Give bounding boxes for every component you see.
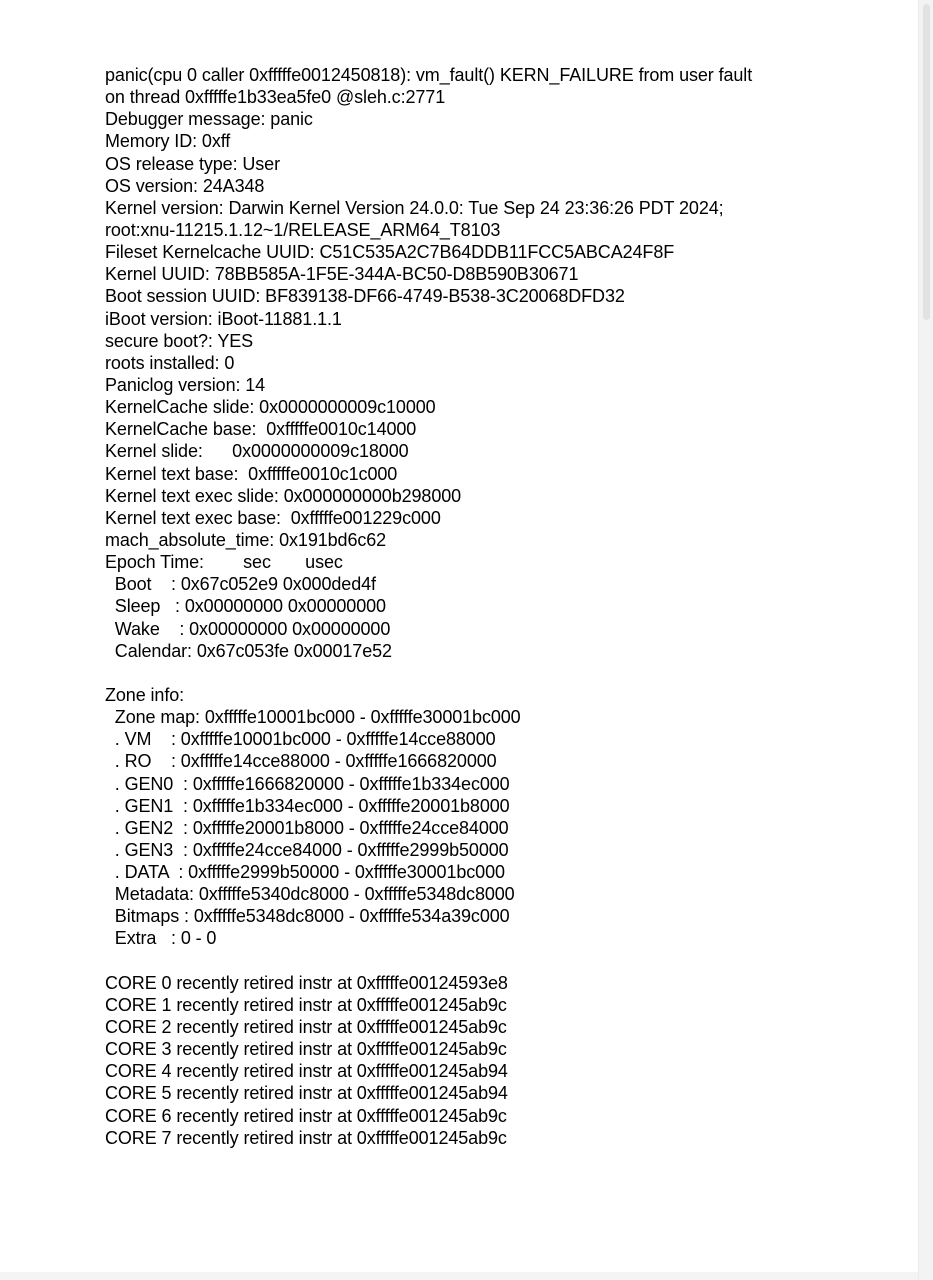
log-line: . GEN0 : 0xfffffe1666820000 - 0xfffffe1b334ec000	[105, 773, 510, 794]
log-line: Wake : 0x00000000 0x00000000	[105, 618, 391, 639]
log-line: Debugger message: panic	[105, 109, 313, 130]
log-line: Kernel text exec slide: 0x000000000b298000	[105, 485, 462, 506]
log-line: root:xnu-11215.1.12~1/RELEASE_ARM64_T8103	[105, 219, 501, 240]
log-line: KernelCache slide: 0x0000000009c10000	[105, 397, 436, 418]
log-line: . RO : 0xfffffe14cce88000 - 0xfffffe1666820000	[105, 751, 497, 772]
log-line: CORE 1 recently retired instr at 0xfffffe001245ab9c	[105, 994, 507, 1015]
log-line: CORE 4 recently retired instr at 0xfffffe001245ab94	[105, 1061, 508, 1082]
log-line: Boot : 0x67c052e9 0x000ded4f	[105, 574, 376, 595]
log-line: CORE 3 recently retired instr at 0xfffffe001245ab9c	[105, 1039, 507, 1060]
log-line: Memory ID: 0xff	[105, 131, 231, 152]
log-line: Sleep : 0x00000000 0x00000000	[105, 596, 386, 617]
log-line: OS release type: User	[105, 153, 280, 174]
log-line: Boot session UUID: BF839138-DF66-4749-B538-3C20068DFD32	[105, 286, 625, 307]
log-line: Kernel text base: 0xfffffe0010c1c000	[105, 463, 398, 484]
log-line: Epoch Time: sec usec	[105, 552, 343, 573]
log-line: . GEN1 : 0xfffffe1b334ec000 - 0xfffffe20001b8000	[105, 795, 510, 816]
log-line: roots installed: 0	[105, 352, 235, 373]
log-line: panic(cpu 0 caller 0xfffffe0012450818): vm_fault() KERN_FAILURE from user fault	[105, 65, 753, 85]
log-line: CORE 2 recently retired instr at 0xfffffe001245ab9c	[105, 1017, 507, 1038]
log-line: Kernel version: Darwin Kernel Version 24.0.0: Tue Sep 24 23:36:26 PDT 2024;	[105, 197, 724, 218]
log-line: iBoot version: iBoot-11881.1.1	[105, 308, 342, 329]
log-line: Kernel text exec base: 0xfffffe001229c000	[105, 507, 441, 528]
log-line: Zone info:	[105, 684, 185, 705]
log-line: CORE 7 recently retired instr at 0xfffffe001245ab9c	[105, 1127, 507, 1148]
log-line	[105, 950, 905, 972]
log-line: Paniclog version: 14	[105, 374, 266, 395]
bottom-edge	[0, 1272, 918, 1280]
log-line: Bitmaps : 0xfffffe5348dc8000 - 0xfffffe534a39c000	[105, 906, 510, 927]
log-line	[105, 662, 905, 684]
log-line: . GEN2 : 0xfffffe20001b8000 - 0xfffffe24cce84000	[105, 817, 509, 838]
log-line: OS version: 24A348	[105, 175, 265, 196]
log-line: . DATA : 0xfffffe2999b50000 - 0xfffffe30001bc000	[105, 862, 505, 883]
log-line: Calendar: 0x67c053fe 0x00017e52	[105, 640, 392, 661]
log-line: KernelCache base: 0xfffffe0010c14000	[105, 419, 417, 440]
log-line: secure boot?: YES	[105, 330, 254, 351]
log-line: Kernel UUID: 78BB585A-1F5E-344A-BC50-D8B590B30671	[105, 264, 579, 285]
log-line: Metadata: 0xfffffe5340dc8000 - 0xfffffe5348dc8000	[105, 884, 515, 905]
log-line: . GEN3 : 0xfffffe24cce84000 - 0xfffffe2999b50000	[105, 839, 509, 860]
panic-log-text	[105, 64, 905, 1149]
log-line: CORE 5 recently retired instr at 0xfffffe001245ab94	[105, 1083, 508, 1104]
log-line: . VM : 0xfffffe10001bc000 - 0xfffffe14cce88000	[105, 729, 496, 750]
log-line: Zone map: 0xfffffe10001bc000 - 0xfffffe30001bc000	[105, 707, 521, 728]
log-line: CORE 6 recently retired instr at 0xfffffe001245ab9c	[105, 1105, 507, 1126]
log-line: mach_absolute_time: 0x191bd6c62	[105, 529, 387, 550]
log-line: Fileset Kernelcache UUID: C51C535A2C7B64DDB11FCC5ABCA24F8F	[105, 242, 675, 263]
scrollbar-thumb[interactable]	[923, 4, 930, 320]
log-line: CORE 0 recently retired instr at 0xfffffe00124593e8	[105, 972, 508, 993]
log-line: Extra : 0 - 0	[105, 928, 217, 949]
log-line: Kernel slide: 0x0000000009c18000	[105, 441, 409, 462]
vertical-scrollbar[interactable]	[918, 0, 933, 1280]
log-line: on thread 0xfffffe1b33ea5fe0 @sleh.c:2771	[105, 87, 446, 108]
